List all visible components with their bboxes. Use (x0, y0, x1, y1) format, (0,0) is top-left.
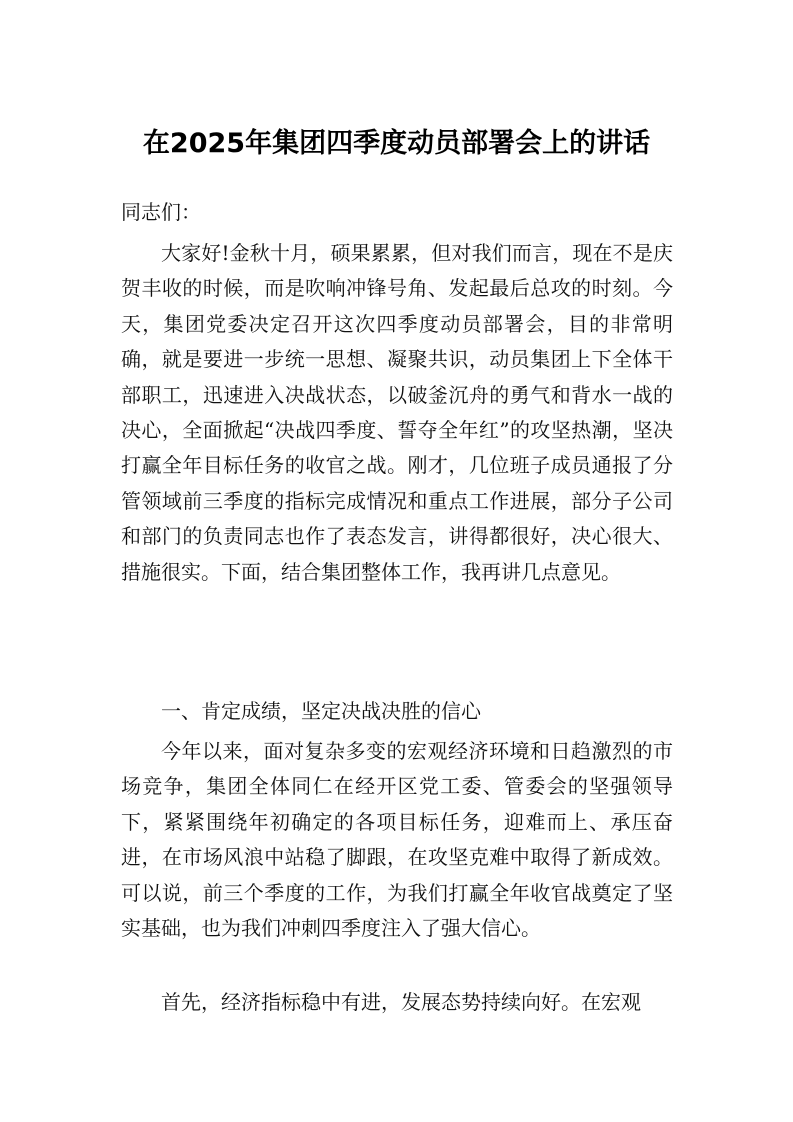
document-title: 在2025年集团四季度动员部署会上的讲话 (142, 128, 651, 159)
section-heading-1: 一、肯定成绩，坚定决战决胜的信心 (161, 699, 481, 723)
paragraph-intro: 大家好!金秋十月，硕果累累，但对我们而言，现在不是庆贺丰收的时候，而是吹响冲锋号角、发起最后总攻的时刻。今天，集团党委决定召开这次四季度动员部署会，目的非常明确，就是要进一步统一思想、凝聚共识，动员集团上下全体干部职工，迅速进入决战状态，以破釜沉舟的勇气和背水一战的决心，全面掀起“决战四季度、誓夺全年红”的攻坚热潮，坚决打赢全年目标任务的收官之战。刚才，几位班子成员通报了分管领域前三季度的指标完成情况和重点工作进展，部分子公司和部门的负责同志也作了表态发言，讲得都很好，决心很大、措施很实。下面，结合集团整体工作，我再讲几点意见。 (121, 241, 673, 584)
paragraph-section1-body: 今年以来，面对复杂多变的宏观经济环境和日趋激烈的市场竞争，集团全体同仁在经开区党工委、管委会的坚强领导下，紧紧围绕年初确定的各项目标任务，迎难而上、承压奋进，在市场风浪中站稳了脚跟，在攻坚克难中取得了新成效。可以说，前三个季度的工作，为我们打赢全年收官战奠定了坚实基础，也为我们冲刺四季度注入了强大信心。 (121, 739, 673, 941)
paragraph-section1-first: 首先，经济指标稳中有进，发展态势持续向好。在宏观 (161, 990, 641, 1014)
salutation: 同志们： (121, 200, 201, 224)
